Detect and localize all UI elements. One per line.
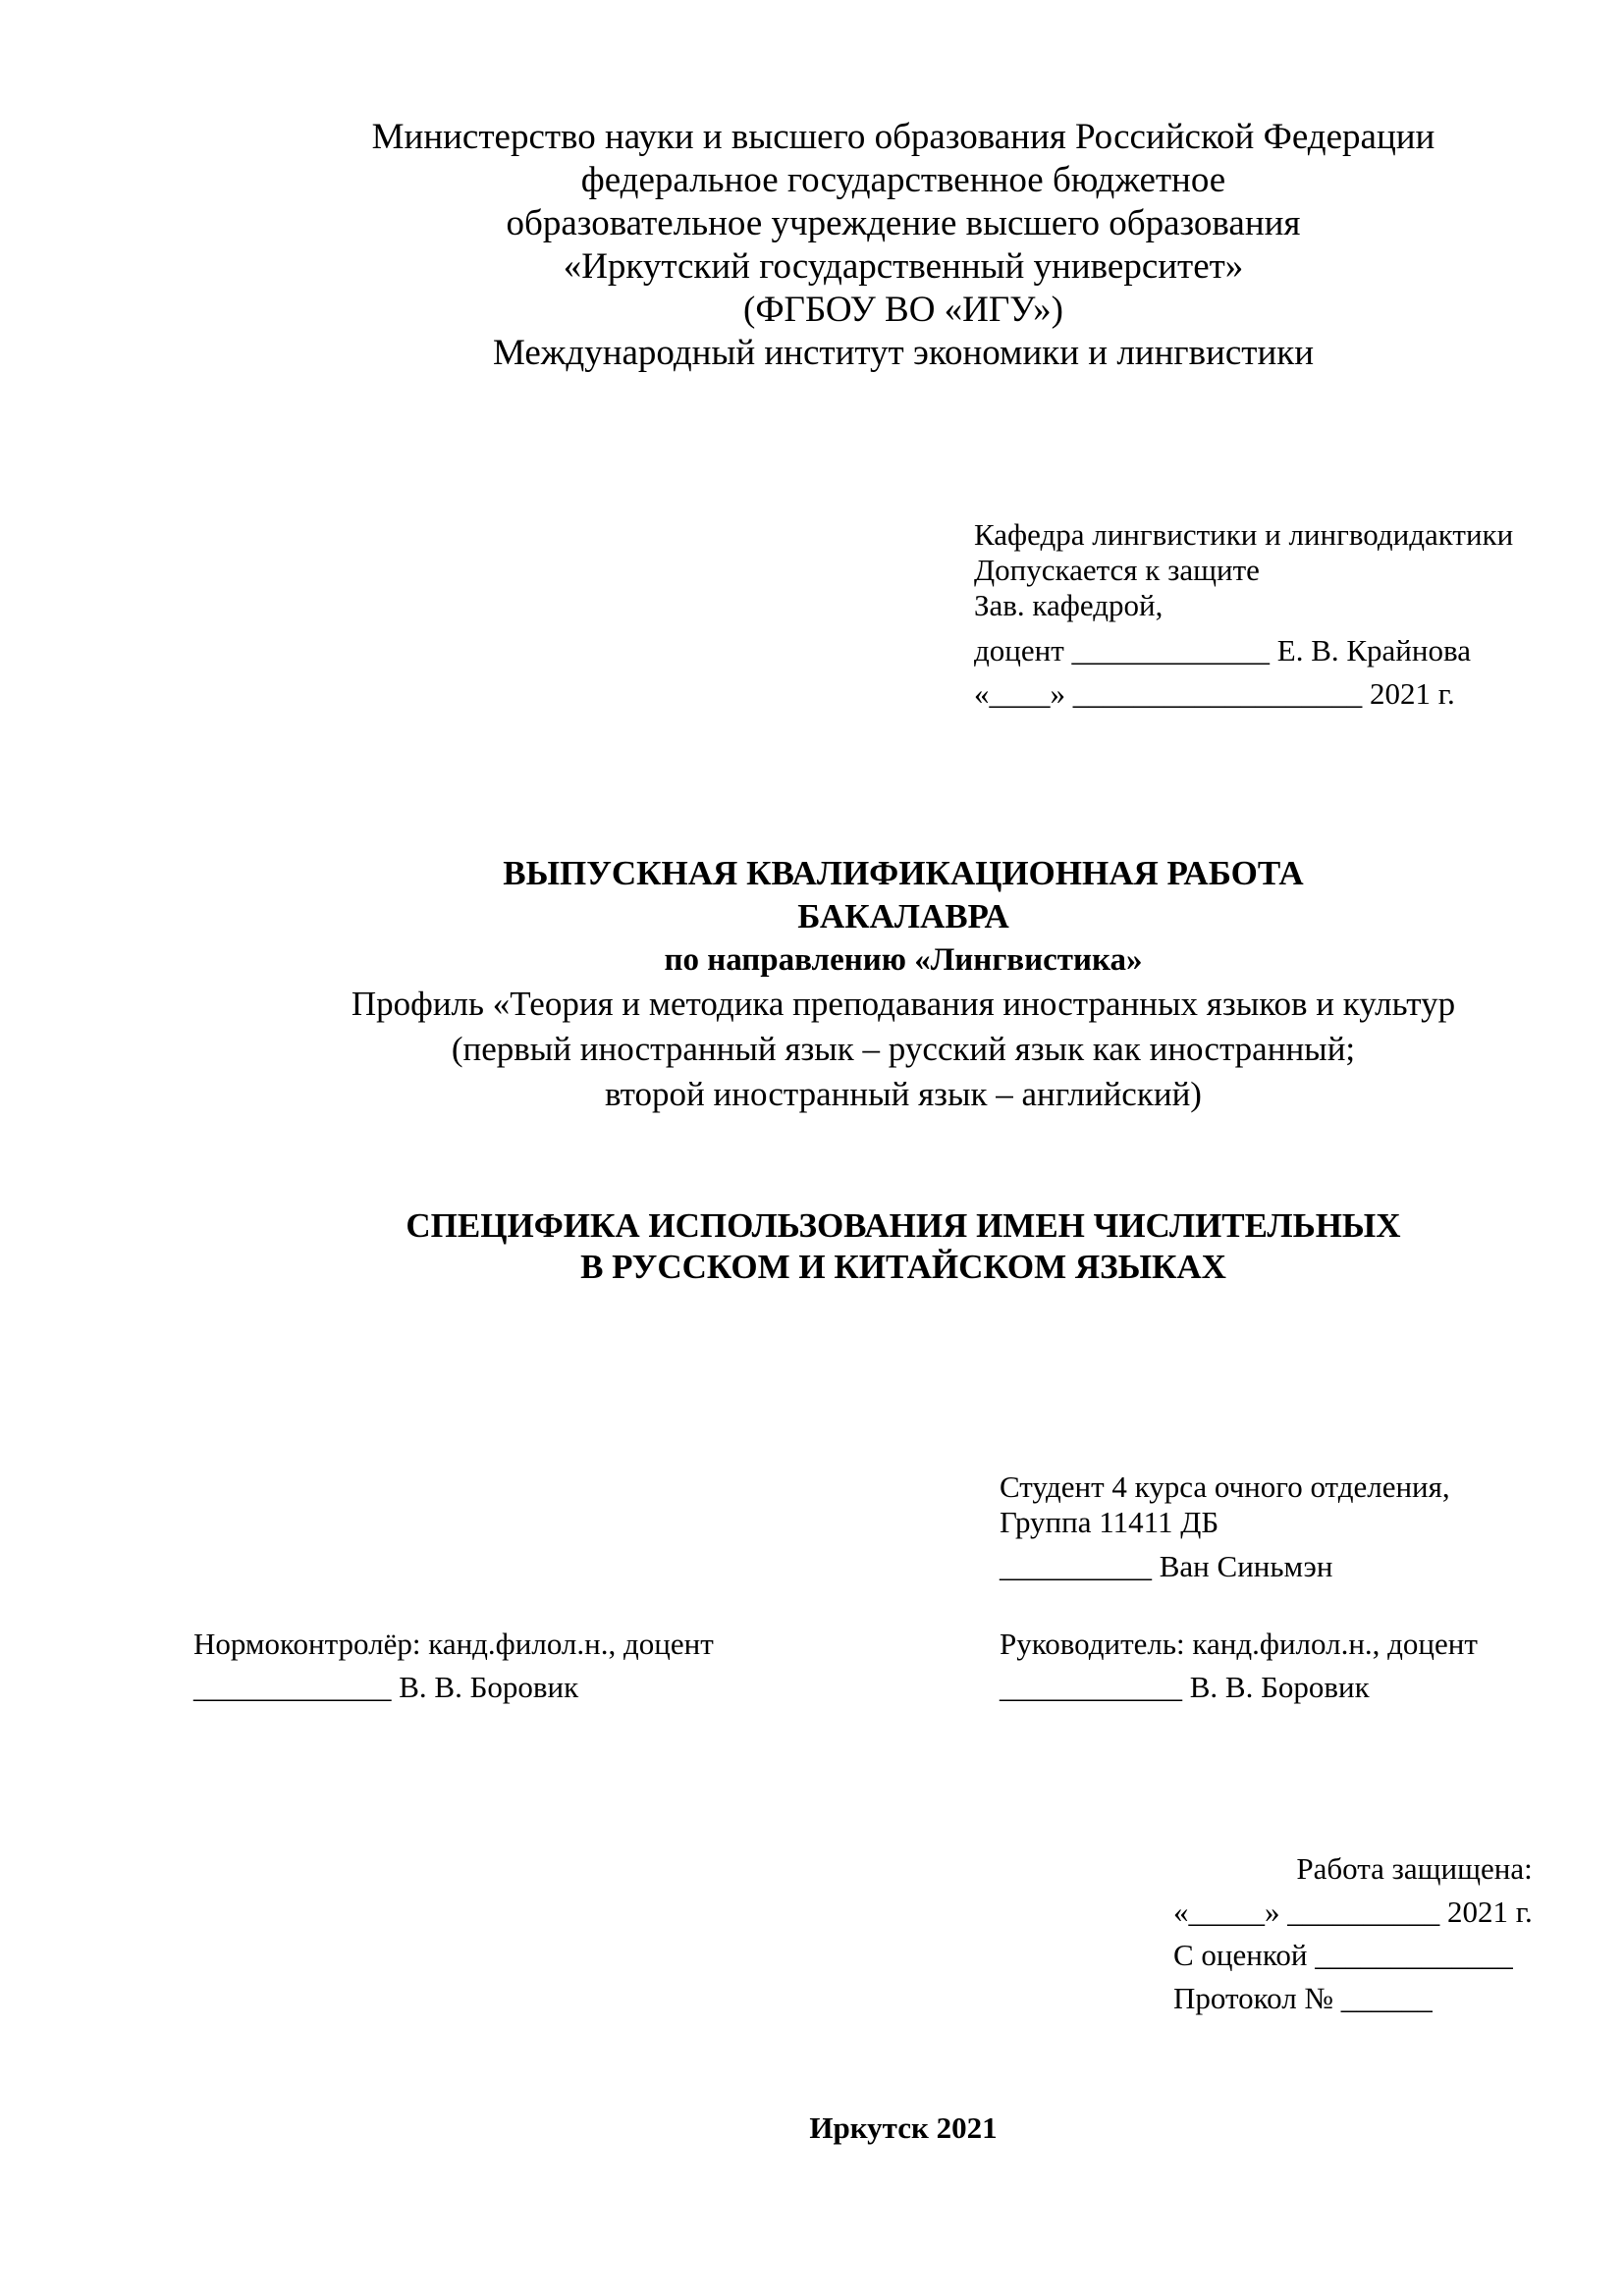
defense-protocol-line: Протокол № ______ bbox=[1173, 1981, 1433, 2015]
profile-line-2: (первый иностранный язык – русский язык как иностранный; bbox=[451, 1030, 1356, 1068]
normocontrol-block bbox=[193, 1623, 714, 1709]
supervisor-title: Руководитель: канд.филол.н., доцент bbox=[1000, 1627, 1478, 1661]
supervisor-block bbox=[1000, 1623, 1478, 1709]
university-abbreviation: (ФГБОУ ВО «ИГУ») bbox=[743, 290, 1063, 330]
work-degree: БАКАЛАВРА bbox=[797, 897, 1009, 935]
university-name: «Иркутский государственный университет» bbox=[563, 246, 1244, 287]
normocontrol-signature-line: _____________ В. В. Боровик bbox=[193, 1670, 579, 1704]
department-approval-block bbox=[974, 517, 1513, 712]
work-type-title: ВЫПУСКНАЯ КВАЛИФИКАЦИОННАЯ РАБОТА bbox=[503, 854, 1304, 892]
ministry-line: Министерство науки и высшего образования Российской Федерации bbox=[371, 117, 1435, 157]
work-defended-label: Работа защищена: bbox=[1296, 1851, 1533, 1886]
topic-line-1: СПЕЦИФИКА ИСПОЛЬЗОВАНИЯ ИМЕН ЧИСЛИТЕЛЬНЫХ bbox=[406, 1206, 1401, 1245]
institute-name: Международный институт экономики и лингвистики bbox=[492, 333, 1315, 373]
institution-type-line: федеральное государственное бюджетное bbox=[580, 160, 1226, 200]
defense-grade-line: С оценкой _____________ bbox=[1173, 1938, 1513, 1972]
head-signature-line: доцент _____________ Е. В. Крайнова bbox=[974, 633, 1471, 667]
work-title-block bbox=[0, 852, 1624, 1117]
student-block bbox=[1000, 1469, 1450, 1584]
profile-line-3: второй иностранный язык – английский) bbox=[605, 1075, 1202, 1113]
student-course: Студент 4 курса очного отделения, bbox=[1000, 1469, 1450, 1504]
normocontrol-title: Нормоконтролёр: канд.филол.н., доцент bbox=[193, 1627, 714, 1661]
admitted-to-defense: Допускается к защите bbox=[974, 553, 1260, 587]
topic-line-2: В РУССКОМ И КИТАЙСКОМ ЯЗЫКАХ bbox=[580, 1248, 1226, 1286]
profile-line-1: Профиль «Теория и методика преподавания иностранных языков и культур bbox=[351, 985, 1456, 1023]
department-name: Кафедра лингвистики и лингводидактики bbox=[974, 517, 1514, 552]
city-year: Иркутск 2021 bbox=[809, 2110, 998, 2145]
defense-date-line: «_____» __________ 2021 г. bbox=[1173, 1895, 1533, 1929]
head-of-department: Зав. кафедрой, bbox=[974, 588, 1164, 622]
supervisor-signature-line: ____________ В. В. Боровик bbox=[1000, 1670, 1370, 1704]
institution-type-line-2: образовательное учреждение высшего образования bbox=[506, 203, 1301, 243]
defense-block bbox=[1173, 1847, 1533, 2020]
approval-date-line: «____» ___________________ 2021 г. bbox=[974, 676, 1455, 711]
student-group: Группа 11411 ДБ bbox=[1000, 1505, 1219, 1539]
institution-header bbox=[0, 116, 1624, 375]
study-direction: по направлению «Лингвистика» bbox=[664, 942, 1143, 978]
thesis-topic bbox=[0, 1205, 1624, 1288]
student-signature-line: __________ Ван Синьмэн bbox=[1000, 1549, 1333, 1583]
